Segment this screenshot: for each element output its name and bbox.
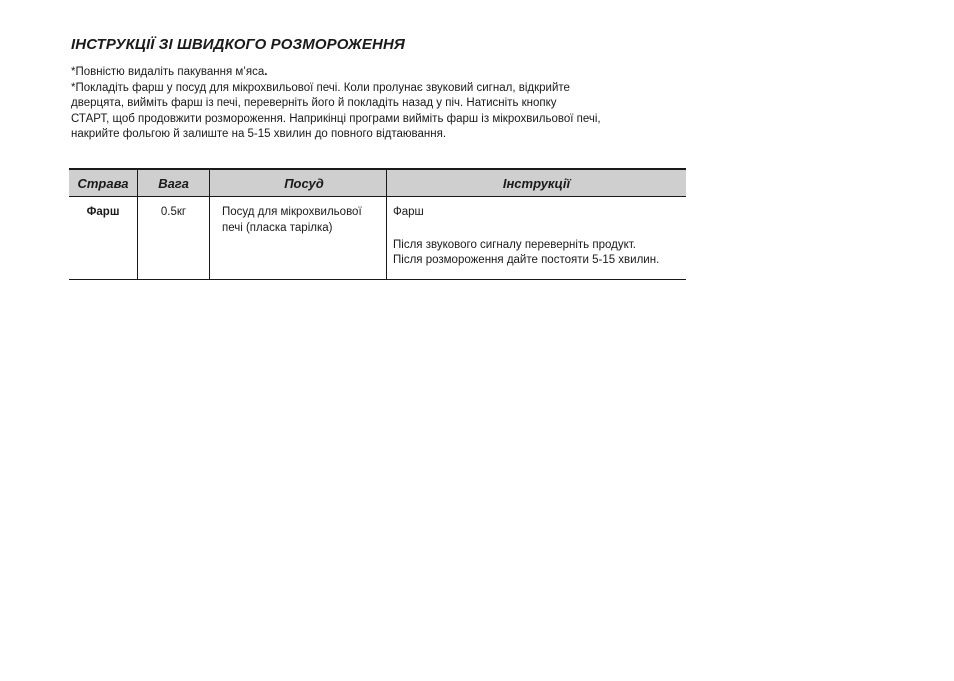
- cell-dish: Фарш: [69, 197, 138, 280]
- header-cookware: Посуд: [210, 169, 387, 197]
- intro-line-3: дверцята, вийміть фарш із печі, переверніть його й покладіть назад у піч. Натисніть кнопку: [71, 97, 557, 109]
- header-instructions: Інструкції: [387, 169, 687, 197]
- table-header-row: [69, 169, 686, 197]
- table-row: [69, 197, 686, 280]
- cell-instructions: [387, 197, 687, 280]
- cookware-line-1: Посуд для мікрохвильової: [222, 206, 362, 218]
- header-dish: Страва: [69, 169, 138, 197]
- page-title: ІНСТРУКЦІЇ ЗІ ШВИДКОГО РОЗМОРОЖЕННЯ: [71, 36, 405, 53]
- cell-weight: 0.5кг: [138, 197, 210, 280]
- defrost-table: [69, 168, 686, 280]
- intro-line-2: *Покладіть фарш у посуд для мікрохвильової печі. Коли пролунає звуковий сигнал, відкрийте: [71, 81, 570, 94]
- cookware-line-2: печі (пласка тарілка): [222, 221, 333, 234]
- instructions-line-1: Після звукового сигналу переверніть продукт.: [393, 238, 636, 251]
- instructions-title: Фарш: [393, 206, 424, 218]
- cell-cookware: [210, 197, 387, 280]
- intro-line-1: *Повністю видаліть пакування м’яса.: [71, 66, 268, 78]
- instructions-line-2: Після розмороження дайте постояти 5-15 хвилин.: [393, 254, 660, 266]
- intro-text: [71, 65, 691, 143]
- intro-line-4: СТАРТ, щоб продовжити розмороження. Наприкінці програми вийміть фарш із мікрохвильової печі,: [71, 112, 601, 125]
- intro-line-5: накрийте фольгою й залиште на 5-15 хвилин до повного відтаювання.: [71, 128, 447, 140]
- header-weight: Вага: [138, 169, 210, 197]
